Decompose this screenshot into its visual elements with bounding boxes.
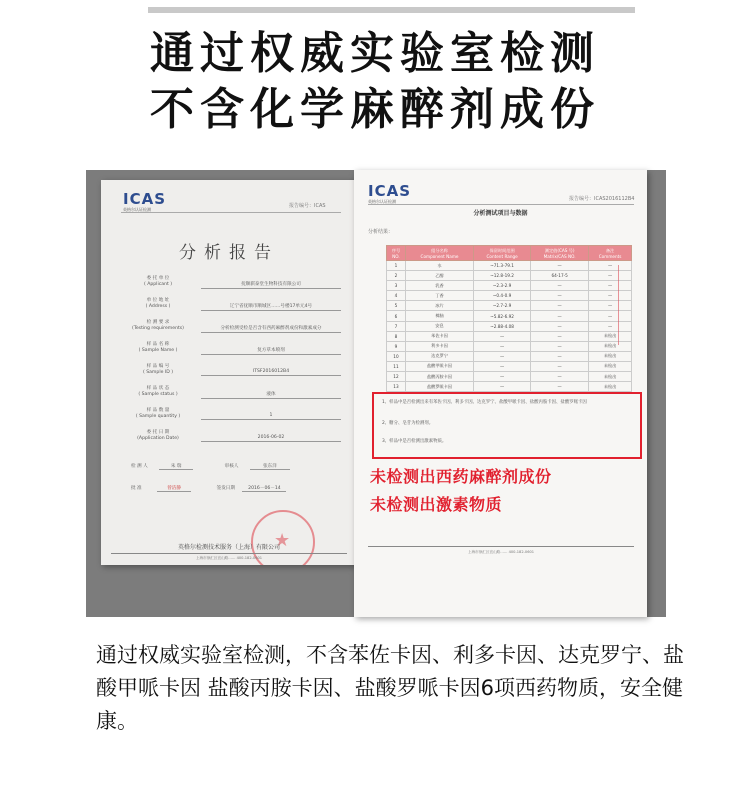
icas-logo-subtitle: 英格尔认证检测 bbox=[123, 207, 151, 212]
table-cell: 冰片 bbox=[405, 301, 473, 311]
table-row bbox=[387, 372, 632, 382]
report-field-label: 样 品 状 态 bbox=[146, 386, 170, 391]
report-number: 报告编号：ICAS2016112B4 bbox=[569, 196, 635, 202]
table-header-cell: 保留时间范围 Content Range bbox=[474, 246, 531, 261]
header-rule bbox=[121, 212, 341, 213]
table-cell: — bbox=[531, 261, 589, 271]
table-row bbox=[387, 261, 632, 271]
table-row bbox=[387, 281, 632, 291]
table-header-cell: 测定值(CAS 号) Matrix/CAS NO. bbox=[531, 246, 589, 261]
table-row bbox=[387, 311, 632, 321]
results-table bbox=[386, 245, 632, 392]
table-cell: 未检出 bbox=[589, 351, 632, 361]
footer-rule bbox=[111, 553, 347, 554]
table-cell: 9 bbox=[387, 341, 406, 351]
signature-row-2 bbox=[131, 485, 286, 492]
table-cell: ~5.82-6.92 bbox=[474, 311, 531, 321]
table-cell: — bbox=[474, 361, 531, 371]
table-cell: 水 bbox=[405, 261, 473, 271]
table-cell: — bbox=[531, 361, 589, 371]
table-cell: 4 bbox=[387, 291, 406, 301]
footer-rule bbox=[368, 546, 634, 547]
headline-line-1: 通过权威实验室检测 bbox=[150, 28, 600, 79]
report-field-label: 委 托 单 位 bbox=[146, 276, 170, 281]
report-title: 分析报告 bbox=[179, 243, 279, 263]
side-seal bbox=[618, 265, 645, 345]
table-cell: — bbox=[589, 291, 632, 301]
table-cell: ~0.4-0.9 bbox=[474, 291, 531, 301]
report-field-value: 辽宁省抚顺市顺城区……号楼17单元4号 bbox=[201, 303, 341, 311]
certificate-photo bbox=[86, 170, 666, 617]
headline-line-2: 不含化学麻醉剂成份 bbox=[150, 84, 600, 135]
icas-logo: ICAS bbox=[123, 190, 167, 208]
icas-logo: ICAS bbox=[368, 182, 412, 200]
note-3: 3、样品中是否检测出激素物质。 bbox=[382, 439, 447, 444]
report-field-value: 2016-06-02 bbox=[201, 435, 341, 442]
table-cell: 64-17-5 bbox=[531, 271, 589, 281]
table-cell: 乳香 bbox=[405, 281, 473, 291]
table-row bbox=[387, 361, 632, 371]
table-row bbox=[387, 321, 632, 331]
table-cell: 达克罗宁 bbox=[405, 351, 473, 361]
table-cell: 8 bbox=[387, 331, 406, 341]
report-field-label: 样 品 编 号 bbox=[146, 364, 170, 369]
report-field-label: 样 品 名 称 bbox=[146, 342, 170, 347]
report-field bbox=[121, 342, 341, 362]
table-cell: 安息 bbox=[405, 321, 473, 331]
highlight-box bbox=[372, 392, 642, 459]
table-cell: 未检出 bbox=[589, 372, 632, 382]
report-field-label: 单 位 地 址 bbox=[146, 298, 170, 303]
report-field-label-en: ( Sample ID ) bbox=[142, 370, 174, 375]
table-cell: — bbox=[531, 311, 589, 321]
report-field-label-en: ( Sample status ) bbox=[138, 392, 178, 397]
table-cell: 2 bbox=[387, 271, 406, 281]
report-field-label-en: ( Address ) bbox=[145, 304, 171, 309]
report-field-label-en: ( Applicant ) bbox=[143, 282, 173, 287]
report-field bbox=[121, 430, 341, 450]
table-row bbox=[387, 291, 632, 301]
table-cell: 未检出 bbox=[589, 341, 632, 351]
table-cell: — bbox=[589, 281, 632, 291]
report-field bbox=[121, 408, 341, 428]
table-row bbox=[387, 382, 632, 392]
table-cell: 6 bbox=[387, 311, 406, 321]
table-cell: 利多卡因 bbox=[405, 341, 473, 351]
table-cell: — bbox=[531, 301, 589, 311]
report-field bbox=[121, 386, 341, 406]
footer-address: 上海市徐汇区宜山路…… 400-182-0601 bbox=[195, 556, 263, 560]
table-cell: — bbox=[531, 331, 589, 341]
tester-value: 朱 瑞 bbox=[159, 463, 193, 470]
table-row bbox=[387, 331, 632, 341]
header-rule bbox=[368, 204, 634, 205]
table-cell: — bbox=[531, 281, 589, 291]
report-field-value: 分析检测受检是否含有西药麻醉剂成份和激素成分 bbox=[201, 325, 341, 333]
table-cell: ~2.3-2.9 bbox=[474, 281, 531, 291]
table-row bbox=[387, 271, 632, 281]
table-cell: — bbox=[531, 382, 589, 392]
table-cell: 7 bbox=[387, 321, 406, 331]
report-field bbox=[121, 298, 341, 318]
note-1: 1、样品中是否检测出来有苯佐卡因、利多卡因、达克罗宁、盐酸甲哌卡因、盐酸丙胺卡因、盐酸罗哌卡因 bbox=[382, 400, 587, 405]
table-cell: — bbox=[474, 372, 531, 382]
analysis-report-cover bbox=[101, 180, 357, 565]
table-body bbox=[387, 261, 632, 392]
red-conclusion-2: 未检测出激素物质 bbox=[370, 495, 503, 514]
table-cell: 乙醇 bbox=[405, 271, 473, 281]
table-row bbox=[387, 301, 632, 311]
table-cell: 5 bbox=[387, 301, 406, 311]
table-cell: 10 bbox=[387, 351, 406, 361]
table-cell: ~12.8-19.2 bbox=[474, 271, 531, 281]
table-cell: 未检出 bbox=[589, 331, 632, 341]
results-subtitle: 分析结果： bbox=[368, 229, 394, 235]
table-cell: — bbox=[531, 291, 589, 301]
tester-label: 检 测 人 bbox=[131, 464, 148, 469]
report-field bbox=[121, 320, 341, 340]
table-cell: 1 bbox=[387, 261, 406, 271]
reviewer-label: 审核人 bbox=[224, 464, 239, 469]
report-field-label-en: (Testing requirements) bbox=[132, 326, 184, 331]
report-field-label-en: (Application Date) bbox=[137, 436, 179, 441]
table-row bbox=[387, 351, 632, 361]
note-2: 2、糖分、皂苷为检测剂。 bbox=[382, 421, 434, 426]
table-cell: 13 bbox=[387, 382, 406, 392]
table-cell: — bbox=[531, 351, 589, 361]
table-cell: — bbox=[589, 271, 632, 281]
table-cell: 苯佐卡因 bbox=[405, 331, 473, 341]
table-cell: 盐酸罗哌卡因 bbox=[405, 382, 473, 392]
table-cell: 12 bbox=[387, 372, 406, 382]
reviewer-value: 张东洋 bbox=[250, 463, 290, 470]
seal-star-icon: ★ bbox=[274, 530, 291, 551]
table-header-cell: 备注 Comments bbox=[589, 246, 632, 261]
table-cell: — bbox=[474, 331, 531, 341]
issue-date-label: 签发日期 bbox=[216, 486, 235, 491]
report-field bbox=[121, 364, 341, 384]
signature-row-1 bbox=[131, 463, 290, 470]
table-cell: ~71.3-79.1 bbox=[474, 261, 531, 271]
icas-logo-subtitle: 英格尔认证检测 bbox=[368, 199, 396, 204]
table-cell: ~2.88-4.08 bbox=[474, 321, 531, 331]
table-row bbox=[387, 341, 632, 351]
report-field-value: 液体 bbox=[201, 391, 341, 399]
report-field-value: ITSF2016012B4 bbox=[201, 369, 341, 376]
table-cell: 11 bbox=[387, 361, 406, 371]
report-field-label-en: ( Sample quantity ) bbox=[135, 414, 181, 419]
table-cell: ~2.7-2.9 bbox=[474, 301, 531, 311]
report-field-label: 样 品 数 量 bbox=[146, 408, 170, 413]
section-title: 分析测试项目与数据 bbox=[473, 210, 528, 217]
report-number: 报告编号：ICAS bbox=[289, 203, 326, 209]
table-cell: — bbox=[531, 372, 589, 382]
issue-date-value: 2016－06－14 bbox=[242, 485, 286, 492]
table-cell: — bbox=[531, 341, 589, 351]
table-cell: 未检出 bbox=[589, 361, 632, 371]
top-divider-bar bbox=[148, 7, 635, 13]
table-cell: 丁香 bbox=[405, 291, 473, 301]
report-field-value: 1 bbox=[201, 413, 341, 420]
table-cell: 3 bbox=[387, 281, 406, 291]
description-text: 通过权威实验室检测，不含苯佐卡因、利多卡因、达克罗宁、盐酸甲哌卡因 盐酸丙胺卡因、盐酸罗哌卡因6项西药物质，安全健康。 bbox=[96, 643, 684, 733]
approver-label: 批 准 bbox=[131, 486, 142, 491]
table-cell: — bbox=[474, 382, 531, 392]
table-cell: — bbox=[474, 341, 531, 351]
company-name: 英格尔检测技术服务（上海）有限公司 bbox=[177, 544, 280, 551]
report-field-label: 委 托 日 期 bbox=[146, 430, 170, 435]
test-data-page bbox=[354, 170, 647, 617]
report-field-value: 复方草本喷剂 bbox=[201, 347, 341, 355]
table-cell: — bbox=[589, 321, 632, 331]
table-cell: 盐酸丙胺卡因 bbox=[405, 372, 473, 382]
approver-value: 曾洁静 bbox=[157, 485, 191, 492]
table-cell: 未检出 bbox=[589, 382, 632, 392]
table-cell: 樟脑 bbox=[405, 311, 473, 321]
report-field-value: 抚顺骐泰堂生物科技有限公司 bbox=[201, 281, 341, 289]
table-cell: — bbox=[589, 301, 632, 311]
table-header-cell: 组分名称 Component Name bbox=[405, 246, 473, 261]
table-cell: 盐酸甲哌卡因 bbox=[405, 361, 473, 371]
report-field bbox=[121, 276, 341, 296]
table-cell: — bbox=[589, 261, 632, 271]
table-cell: — bbox=[474, 351, 531, 361]
table-header-cell: 序号 NO. bbox=[387, 246, 406, 261]
table-header-row bbox=[387, 246, 632, 261]
table-cell: — bbox=[589, 311, 632, 321]
report-field-label: 检 测 要 求 bbox=[146, 320, 170, 325]
report-field-label-en: ( Sample Name ) bbox=[138, 348, 178, 353]
footer-address: 上海市徐汇区宜山路…… 400-182-0601 bbox=[467, 550, 535, 554]
red-conclusion-1: 未检测出西药麻醉剂成份 bbox=[370, 467, 552, 486]
table-cell: — bbox=[531, 321, 589, 331]
